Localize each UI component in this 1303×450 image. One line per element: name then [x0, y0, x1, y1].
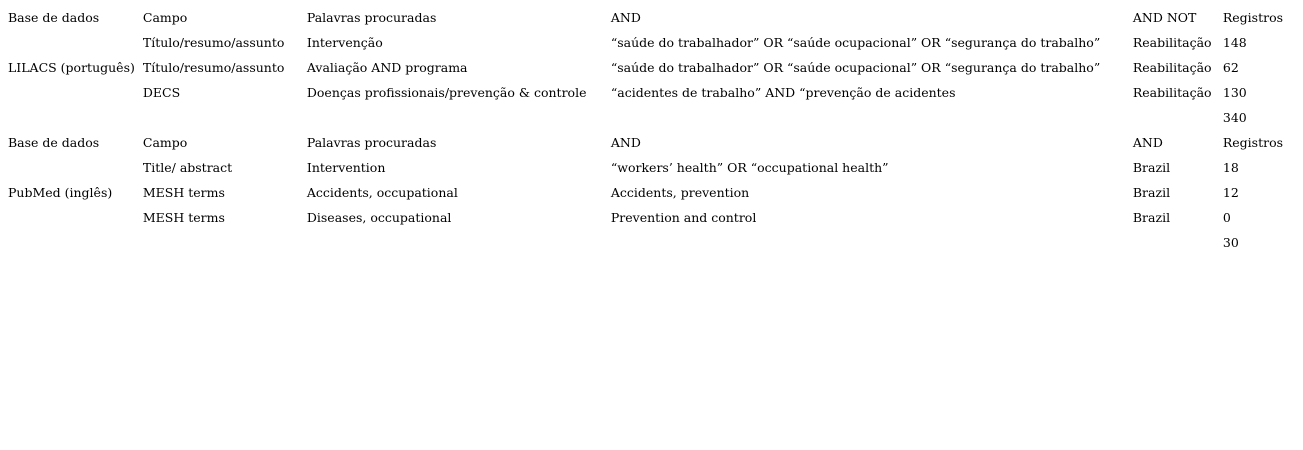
- table-row: [4, 180, 1289, 205]
- table-row: [4, 55, 1289, 80]
- header-campo: Campo: [142, 135, 188, 150]
- palavras-cell: Doenças profissionais/prevenção & controle: [306, 85, 587, 100]
- and-2-cell: Brazil: [1132, 160, 1171, 175]
- header-registros: Registros: [1222, 135, 1284, 150]
- and-cell: “saúde do trabalhador” OR “saúde ocupacional” OR “segurança do trabalho”: [610, 60, 1101, 75]
- registros-cell: 0: [1222, 210, 1231, 225]
- and-2-cell: Brazil: [1132, 185, 1171, 200]
- and-cell: Accidents, prevention: [610, 185, 750, 200]
- lilacs-header-row: [4, 5, 1289, 30]
- palavras-cell: Intervenção: [306, 35, 383, 50]
- table-row: [4, 205, 1289, 230]
- campo-cell: MESH terms: [142, 185, 225, 200]
- registros-cell: 12: [1222, 185, 1239, 200]
- and-not-cell: Reabilitação: [1132, 85, 1212, 100]
- campo-cell: Título/resumo/assunto: [142, 35, 285, 50]
- registros-cell: 148: [1222, 35, 1247, 50]
- registros-cell: 130: [1222, 85, 1247, 100]
- and-cell: Prevention and control: [610, 210, 757, 225]
- palavras-cell: Diseases, occupational: [306, 210, 452, 225]
- pubmed-total: 30: [1222, 235, 1239, 250]
- header-palavras: Palavras procuradas: [306, 135, 437, 150]
- header-and-not: AND NOT: [1132, 10, 1197, 25]
- table-row: [4, 80, 1289, 105]
- campo-cell: Título/resumo/assunto: [142, 60, 285, 75]
- and-cell: “saúde do trabalhador” OR “saúde ocupacional” OR “segurança do trabalho”: [610, 35, 1101, 50]
- campo-cell: DECS: [142, 85, 181, 100]
- and-not-cell: Reabilitação: [1132, 35, 1212, 50]
- palavras-cell: Avaliação AND programa: [306, 60, 468, 75]
- registros-cell: 18: [1222, 160, 1239, 175]
- palavras-cell: Intervention: [306, 160, 386, 175]
- registros-cell: 62: [1222, 60, 1239, 75]
- and-not-cell: Reabilitação: [1132, 60, 1212, 75]
- search-strategy-table: [4, 5, 1289, 255]
- header-registros: Registros: [1222, 10, 1284, 25]
- header-and: AND: [610, 135, 641, 150]
- campo-cell: MESH terms: [142, 210, 225, 225]
- table-row: [4, 30, 1289, 55]
- and-cell: “workers’ health” OR “occupational health”: [610, 160, 889, 175]
- header-base: Base de dados: [8, 135, 100, 150]
- total-row: [4, 230, 1289, 255]
- pubmed-header-row: [4, 130, 1289, 155]
- header-and-2: AND: [1132, 135, 1163, 150]
- header-base: Base de dados: [8, 10, 100, 25]
- total-row: [4, 105, 1289, 130]
- and-2-cell: Brazil: [1132, 210, 1171, 225]
- database-name: LILACS (português): [8, 60, 135, 75]
- header-palavras: Palavras procuradas: [306, 10, 437, 25]
- and-cell: “acidentes de trabalho” AND “prevenção de acidentes: [610, 85, 956, 100]
- campo-cell: Title/ abstract: [142, 160, 233, 175]
- lilacs-total: 340: [1222, 110, 1247, 125]
- table-row: [4, 155, 1289, 180]
- header-campo: Campo: [142, 10, 188, 25]
- header-and: AND: [610, 10, 641, 25]
- palavras-cell: Accidents, occupational: [306, 185, 458, 200]
- database-name: PubMed (inglês): [8, 185, 113, 200]
